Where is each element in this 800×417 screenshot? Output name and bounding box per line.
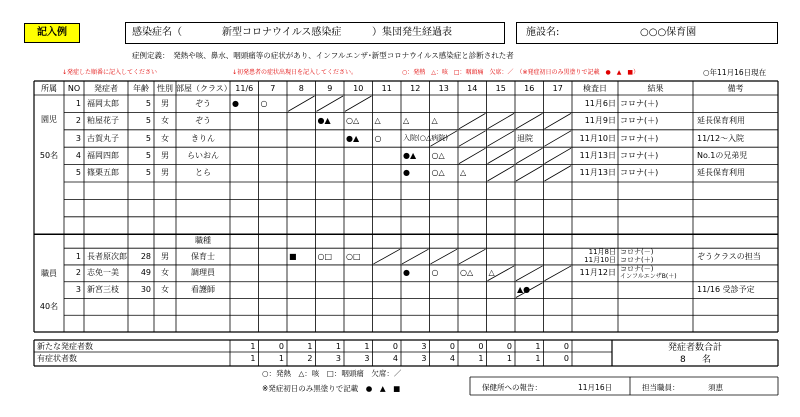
absence-slash [374, 249, 401, 264]
col-day: 17 [552, 84, 563, 93]
symptomatic-value: 0 [563, 354, 569, 363]
row-remarks: ぞうクラスの担当 [697, 251, 761, 261]
row-remarks: No.1の兄弟児 [697, 150, 748, 160]
col-day: 16 [524, 84, 535, 93]
col-class: 部屋（クラス） [176, 84, 232, 93]
disease-prefix: 感染症名（ [132, 27, 182, 38]
facility-label: 施設名: [526, 27, 560, 38]
row-sex: 女 [161, 268, 169, 278]
group-children-count: 50名 [39, 151, 59, 161]
row-class: 保育士 [191, 251, 215, 261]
disease-suffix: ）集団発生経過表 [372, 27, 452, 38]
symptom-mark: ○△ [431, 168, 445, 178]
col-remarks: 備考 [727, 84, 744, 93]
row-age: 5 [145, 168, 151, 178]
row-class: とら [195, 168, 211, 178]
row-no: 2 [75, 268, 81, 278]
total-unit: 名 [702, 355, 712, 365]
row-age: 5 [145, 98, 151, 108]
symptom-mark: ○△ [460, 268, 474, 278]
row-name: 福岡太郎 [87, 98, 119, 108]
absence-slash [459, 249, 486, 264]
row-sex: 男 [161, 168, 169, 178]
new-cases-value: 0 [392, 342, 398, 351]
new-cases-value: 1 [250, 342, 256, 351]
row-class: 看護師 [191, 285, 215, 295]
absence-slash [516, 148, 543, 163]
row-test-date: 11月10日 [579, 133, 616, 143]
symptom-mark: ● [232, 98, 239, 108]
symptom-mark: ○ [260, 98, 268, 108]
new-cases-value: 1 [535, 342, 541, 351]
row-sex: 男 [161, 150, 169, 160]
col-day: 8 [298, 84, 304, 93]
row-sex: 女 [161, 133, 169, 143]
row-test-date: 11月12日 [579, 268, 616, 278]
new-cases-value: 0 [449, 342, 455, 351]
row-remarks: 11/12～入院 [697, 133, 745, 143]
case-definition: 症例定義： 発熱や咳、鼻水、咽頭痛等の症状があり、インフルエンザ･新型コロナウイルス感染症と診断された者 [132, 51, 514, 60]
row-sex: 男 [161, 98, 169, 108]
symptom-mark: △ [374, 116, 381, 126]
symptom-mark: △ [460, 168, 467, 178]
symptomatic-value: 1 [478, 354, 484, 363]
absence-slash [516, 113, 543, 128]
new-cases-value: 1 [335, 342, 341, 351]
absence-slash [488, 148, 515, 163]
row-class: ぞう [195, 116, 211, 126]
row-no: 5 [75, 168, 81, 178]
report-label: 保健所への報告： [482, 383, 542, 392]
symptomatic-value: 3 [335, 354, 341, 363]
row-test-date: 11月9日 [584, 116, 616, 126]
absence-slash [516, 166, 543, 181]
absence-slash [545, 131, 572, 146]
symptom-mark: 入院(○△病院) [403, 133, 448, 142]
new-cases-value: 3 [421, 342, 427, 351]
absence-slash [488, 113, 515, 128]
row-no: 3 [75, 133, 81, 143]
row-sex: 男 [161, 251, 169, 261]
report-date: 11月16日 [578, 383, 613, 392]
new-cases-value: 0 [563, 342, 569, 351]
row-test-date: 11月8日 [588, 248, 616, 257]
row-age: 5 [145, 150, 151, 160]
symptomatic-value: 3 [364, 354, 370, 363]
col-sex: 性別 [157, 84, 173, 93]
symptom-mark: ○△ [346, 116, 360, 126]
row-result: コロナ(－) [620, 248, 654, 257]
absence-slash [402, 249, 429, 264]
absence-slash [488, 166, 515, 181]
absence-slash [431, 249, 458, 264]
new-cases-value: 0 [278, 342, 284, 351]
col-day: 14 [467, 84, 478, 93]
absence-slash [516, 266, 543, 281]
row-name: 篠栗五郎 [87, 168, 119, 178]
row-name: 古賀丸子 [87, 133, 119, 143]
col-day: 15 [495, 84, 506, 93]
col-result: 結果 [647, 84, 664, 93]
symptom-mark: ○ [374, 133, 382, 143]
row-name: 志免一美 [87, 268, 119, 278]
absence-slash [545, 266, 572, 281]
symptom-mark: ○□ [346, 251, 361, 261]
row-no: 4 [75, 150, 81, 160]
row-age: 28 [140, 251, 151, 261]
absence-slash [459, 113, 486, 128]
symptomatic-value: 4 [449, 354, 455, 363]
note-first-onset: ↓初発患者の症状出現日を記入してください。 [232, 69, 358, 76]
row-no: 3 [75, 285, 81, 295]
col-day: 12 [410, 84, 421, 93]
new-cases-value: 0 [478, 342, 484, 351]
col-age: 年齢 [133, 84, 149, 93]
row-test-date: 11月13日 [579, 150, 616, 160]
symptom-mark: △ [403, 116, 410, 126]
facility-name: ○○○保育園 [640, 27, 697, 38]
row-no: 1 [75, 251, 81, 261]
symptom-mark: ●▲ [403, 150, 417, 160]
new-cases-value: 1 [307, 342, 313, 351]
footer-legend-symptoms: ○：発熱 △：咳 □：咽頭痛 欠席：／ [262, 369, 402, 378]
row-result: コロナ(＋) [620, 116, 659, 126]
col-day: 11/6 [235, 84, 254, 93]
note-order: ↓発症した順番に記入してください [62, 69, 158, 76]
symptomatic-value: 4 [392, 354, 398, 363]
total-label: 発症者数合計 [667, 343, 722, 353]
new-cases-label: 新たな発症者数 [37, 342, 93, 351]
row-test-date: 11月13日 [579, 168, 616, 178]
row-sex: 女 [161, 285, 169, 295]
absence-slash [459, 131, 486, 146]
as-of-date: ○年11月16日現在 [703, 68, 767, 77]
symptom-mark: ○□ [317, 251, 333, 261]
col-day: 13 [438, 84, 449, 93]
symptom-mark: ○△ [431, 150, 445, 160]
row-age: 5 [145, 116, 151, 126]
symptomatic-value: 1 [506, 354, 512, 363]
staff-label: 担当職員： [642, 383, 680, 392]
new-cases-value: 1 [364, 342, 370, 351]
absence-slash [288, 96, 315, 111]
row-remarks: 延長保育利用 [697, 116, 745, 126]
symptom-mark: ○ [431, 268, 439, 278]
symptom-mark: ● [403, 268, 410, 278]
absence-slash [545, 148, 572, 163]
col-name: 発症者 [94, 84, 118, 93]
staff-class-header: 職種 [195, 236, 211, 246]
row-result: コロナ(＋) [620, 150, 659, 160]
absence-slash [545, 166, 572, 181]
symptomatic-value: 3 [421, 354, 427, 363]
symptom-mark: △ [488, 268, 495, 278]
row-sex: 女 [161, 116, 169, 126]
row-remarks: 延長保育利用 [697, 168, 745, 178]
row-result: コロナ(－) [620, 264, 654, 273]
staff-name: 須恵 [708, 383, 723, 392]
row-result-2: インフルエンザB(＋) [620, 272, 677, 280]
disease-name: 新型コロナウイルス感染症 [222, 27, 342, 38]
footer-legend-first-day: ※発症初日のみ黒塗りで記載 ● ▲ ■ [262, 384, 401, 393]
symptom-mark: ▲● [517, 285, 531, 295]
row-name: 新宮三枝 [87, 285, 119, 295]
row-class: ぞう [195, 98, 211, 108]
row-result-2: コロナ(＋) [620, 256, 654, 265]
row-name: 粕屋花子 [87, 116, 119, 126]
row-result: コロナ(＋) [620, 98, 659, 108]
new-cases-value: 0 [506, 342, 512, 351]
symptomatic-value: 1 [278, 354, 284, 363]
absence-slash [488, 131, 515, 146]
symptomatic-value: 1 [535, 354, 541, 363]
row-age: 5 [145, 133, 151, 143]
absence-slash [345, 96, 372, 111]
note-legend: ○：発熱 △：咳 □：咽頭痛 欠席：／ （※発症初日のみ黒塗りで記載 ● ▲ ■） [402, 69, 640, 76]
row-no: 2 [75, 116, 81, 126]
col-test-date: 検査日 [583, 84, 607, 93]
col-day: 11 [381, 84, 392, 93]
symptom-mark: ● [403, 168, 410, 178]
row-test-date: 11月6日 [584, 98, 616, 108]
row-no: 1 [75, 98, 81, 108]
row-age: 49 [140, 268, 151, 278]
total-value: 8 [680, 355, 686, 365]
group-staff: 職員 [41, 268, 57, 278]
row-class: きりん [191, 133, 215, 143]
row-result: コロナ(＋) [620, 133, 659, 143]
row-name: 福岡四郎 [87, 150, 119, 160]
group-children: 園児 [41, 115, 57, 125]
symptom-mark: ●▲ [317, 116, 331, 126]
symptomatic-label: 有症状者数 [37, 354, 77, 363]
symptom-mark: △ [431, 116, 438, 126]
row-test-date-2: 11月10日 [584, 256, 616, 265]
row-result: コロナ(＋) [620, 168, 659, 178]
col-day: 9 [327, 84, 333, 93]
absence-slash [545, 113, 572, 128]
symptom-mark: ■ [289, 251, 297, 261]
col-day: 7 [270, 84, 276, 93]
symptomatic-value: 2 [307, 354, 313, 363]
col-no: NO [67, 84, 81, 93]
row-age: 30 [140, 285, 151, 295]
absence-slash [317, 96, 344, 111]
symptomatic-value: 1 [250, 354, 256, 363]
row-class: らいおん [187, 150, 219, 160]
sample-badge: 記入例 [24, 23, 80, 43]
symptom-mark: ●▲ [346, 133, 360, 143]
col-affiliation: 所属 [41, 84, 57, 93]
row-remarks: 11/16 受診予定 [697, 285, 755, 295]
group-staff-count: 40名 [39, 302, 59, 312]
absence-slash [459, 148, 486, 163]
row-class: 調理員 [191, 268, 215, 278]
row-name: 長者原次郎 [87, 251, 127, 261]
col-day: 10 [353, 84, 364, 93]
symptom-mark: 退院 [517, 133, 533, 143]
